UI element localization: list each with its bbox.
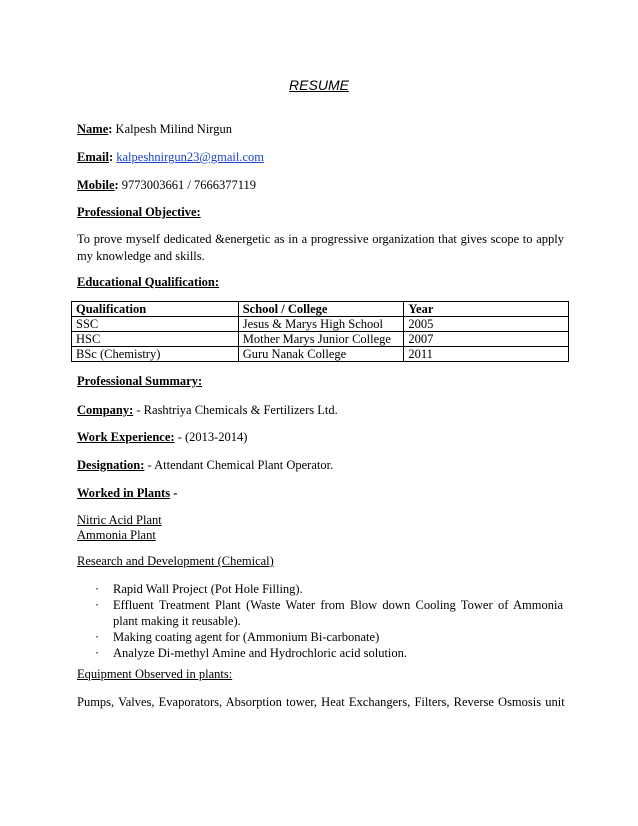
mobile-label: Mobile (77, 178, 115, 192)
table-header: Qualification (72, 302, 239, 317)
bullet-icon: · (95, 646, 100, 660)
equipment-heading: Equipment Observed in plants: (77, 667, 233, 681)
plant-item: Ammonia Plant (77, 528, 156, 542)
plant-item: Nitric Acid Plant (77, 513, 162, 527)
company-label: Company: (77, 403, 134, 417)
plants-line (77, 486, 177, 501)
email-link[interactable]: kalpeshnirgun23@gmail.com (116, 150, 264, 164)
email-line: Email: kalpeshnirgun23@gmail.com (77, 150, 264, 164)
table-cell: 2005 (404, 317, 569, 332)
research-heading: Research and Development (Chemical) (77, 554, 274, 568)
mobile-value: 9773003661 / 7666377119 (121, 178, 257, 192)
designation-line (77, 458, 333, 473)
experience-label: Work Experience: (77, 430, 175, 444)
bullet-icon: · (95, 630, 100, 644)
table-cell: 2011 (404, 347, 569, 362)
name-value: Kalpesh Milind Nirgun (115, 122, 232, 136)
experience-value: - (2013-2014) (177, 430, 248, 444)
email-label: Email (77, 150, 109, 164)
table-cell: Mother Marys Junior College (238, 332, 404, 347)
table-row (72, 332, 569, 347)
bullet-icon: · (95, 598, 100, 612)
table-header: School / College (238, 302, 404, 317)
table-row (72, 347, 569, 362)
table-row (72, 317, 569, 332)
table-cell: BSc (Chemistry) (72, 347, 239, 362)
name-line: Name: Kalpesh Milind Nirgun (77, 122, 232, 136)
experience-line (77, 430, 247, 445)
company-value: - Rashtriya Chemicals & Fertilizers Ltd. (136, 403, 338, 417)
table-header: Year (404, 302, 569, 317)
research-item: Rapid Wall Project (Pot Hole Filling). (113, 582, 303, 596)
page-title: RESUME (289, 77, 349, 93)
table-cell: Guru Nanak College (238, 347, 404, 362)
objective-text: To prove myself dedicated &energetic as in a progressive organization that gives scope to apply my knowledge and skills. (77, 232, 564, 263)
plants-dash: - (173, 486, 178, 500)
name-label: Name (77, 122, 109, 136)
mobile-line: Mobile: 9773003661 / 7666377119 (77, 178, 257, 192)
table-cell: Jesus & Marys High School (238, 317, 404, 332)
table-cell: SSC (72, 317, 239, 332)
research-item: Making coating agent for (Ammonium Bi-carbonate) (113, 630, 380, 644)
designation-value: - Attendant Chemical Plant Operator. (147, 458, 334, 472)
equipment-text: Pumps, Valves, Evaporators, Absorption tower, Heat Exchangers, Filters, Reverse Osmosis unit (77, 695, 565, 709)
objective-heading: Professional Objective: (77, 205, 201, 219)
education-heading: Educational Qualification: (77, 275, 220, 289)
table-header-row (72, 302, 569, 317)
plants-label: Worked in Plants (77, 486, 171, 500)
research-item: Effluent Treatment Plant (Waste Water from Blow down Cooling Tower of Ammonia plant making it reusable). (113, 598, 563, 628)
company-line (77, 403, 338, 418)
designation-label: Designation: (77, 458, 145, 472)
research-item: Analyze Di-methyl Amine and Hydrochloric acid solution. (113, 646, 408, 660)
table-cell: 2007 (404, 332, 569, 347)
summary-heading: Professional Summary: (77, 374, 203, 388)
education-table (71, 301, 569, 362)
bullet-icon: · (95, 582, 100, 596)
table-cell: HSC (72, 332, 239, 347)
